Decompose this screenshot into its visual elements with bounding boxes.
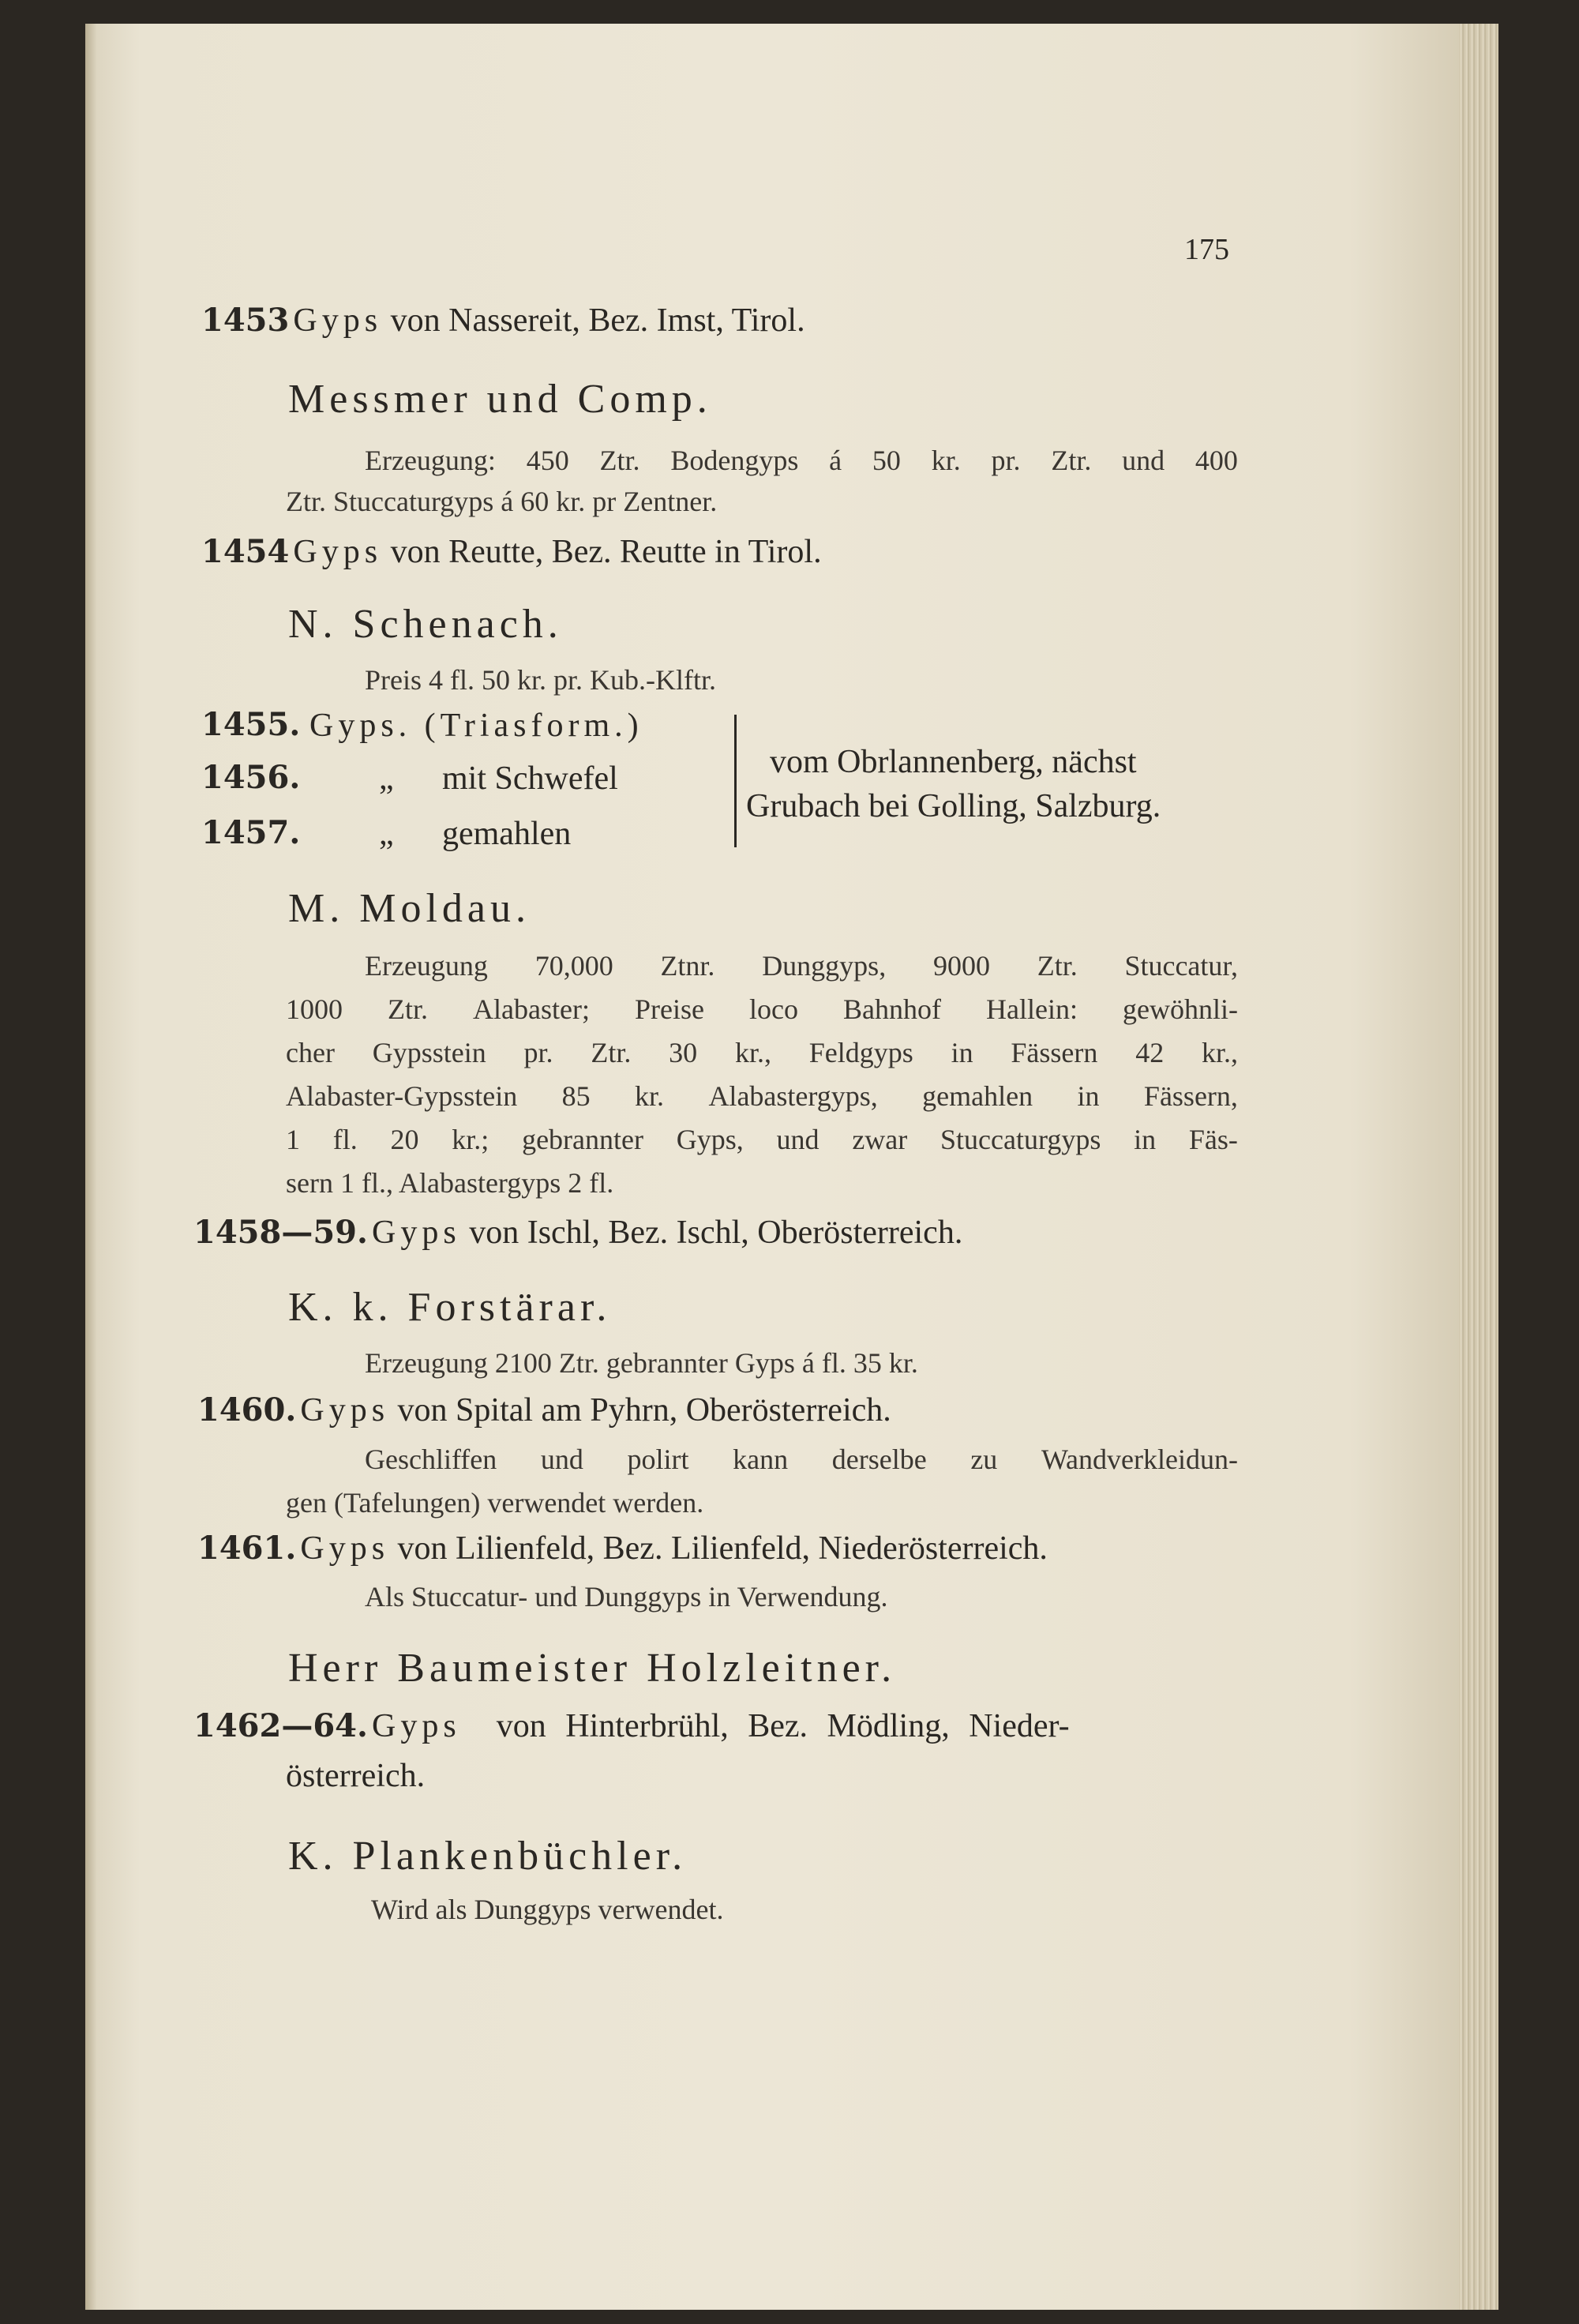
word: kann xyxy=(733,1444,789,1475)
word: 70,000 xyxy=(534,950,613,982)
word: gemahlen xyxy=(922,1080,1033,1112)
entry-1461 xyxy=(197,1532,1048,1565)
firm-note-line: sern 1 fl., Alabastergyps 2 fl. xyxy=(286,1167,614,1199)
word: 30 xyxy=(669,1037,698,1068)
word: 400 xyxy=(1195,445,1238,476)
ditto-mark: „ xyxy=(379,760,394,797)
word: Ztr. xyxy=(599,445,640,476)
entry-variant: mit Schwefel xyxy=(442,760,618,797)
word: pr. xyxy=(523,1037,553,1068)
firm-heading: Messmer und Comp. xyxy=(288,377,712,422)
entry-location: von Spital am Pyhrn, Oberösterreich. xyxy=(389,1392,891,1429)
word: 85 xyxy=(561,1080,591,1112)
word: kr., xyxy=(1201,1037,1238,1068)
word: 9000 xyxy=(932,950,990,982)
word: Geschliffen xyxy=(365,1444,497,1475)
firm-heading: Herr Baumeister Holzleitner. xyxy=(288,1646,897,1691)
word: Dunggyps, xyxy=(762,950,887,982)
word: und xyxy=(540,1444,583,1475)
entry-note-line: Als Stuccatur- und Dunggyps in Verwendung. xyxy=(365,1581,888,1613)
word: derselbe xyxy=(831,1444,927,1475)
word: 42 xyxy=(1135,1037,1165,1068)
word: zu xyxy=(970,1444,998,1475)
entry-location: von Lilienfeld, Bez. Lilienfeld, Niederösterreich. xyxy=(389,1530,1048,1567)
word: Ztr. xyxy=(1037,950,1078,982)
word: 1 xyxy=(286,1124,300,1155)
word: in xyxy=(951,1037,973,1068)
entry-product: Gyps xyxy=(293,302,383,339)
word: Ztr. xyxy=(1051,445,1092,476)
entry-location: von Hinterbrühl, Bez. Mödling, Nieder- xyxy=(496,1708,1070,1744)
page-fold-shadow xyxy=(85,24,96,2310)
firm-note-line xyxy=(365,952,1238,980)
firm-note-line: Ztr. Stuccaturgyps á 60 kr. pr Zentner. xyxy=(286,486,718,517)
word: kr., xyxy=(734,1037,771,1068)
entry-note-line xyxy=(365,1445,1238,1474)
word: Ztnr. xyxy=(660,950,715,982)
word: Alabaster; xyxy=(473,993,590,1025)
entry-number: 1461. xyxy=(197,1530,297,1567)
entry-origin-line: vom Obrlannenberg, nächst xyxy=(770,744,1137,780)
firm-heading: N. Schenach. xyxy=(288,602,563,647)
page-number: 175 xyxy=(1184,233,1229,266)
word: Bodengyps xyxy=(670,445,799,476)
word: kr. xyxy=(635,1080,665,1112)
word: Preise xyxy=(634,993,704,1025)
word: Alabastergyps, xyxy=(708,1080,878,1112)
entry-product: Gyps xyxy=(300,1530,390,1567)
firm-note-line xyxy=(286,1125,1238,1154)
entry-number: 1462—64. xyxy=(193,1707,368,1744)
word: und xyxy=(776,1124,820,1155)
word: fl. xyxy=(332,1124,358,1155)
entry-number: 1456. xyxy=(201,759,301,796)
entry-product: Gyps xyxy=(300,1392,390,1429)
word: gebrannter xyxy=(522,1124,643,1155)
word: Alabaster-Gypsstein xyxy=(286,1080,518,1112)
word: Ztr. xyxy=(591,1037,632,1068)
word: in xyxy=(1134,1124,1157,1155)
word: Ztr. xyxy=(388,993,429,1025)
entry-1458-59 xyxy=(193,1216,962,1249)
entry-1454 xyxy=(201,535,822,569)
firm-note-line xyxy=(365,446,1238,475)
entry-1460 xyxy=(197,1391,891,1429)
firm-note-line xyxy=(286,995,1238,1023)
word: á xyxy=(829,445,842,476)
word: gewöhnli- xyxy=(1122,993,1238,1025)
firm-note-line: Preis 4 fl. 50 kr. pr. Kub.-Klftr. xyxy=(365,664,716,696)
firm-note-line: Wird als Dunggyps verwendet. xyxy=(371,1894,724,1925)
word: Feldgyps xyxy=(808,1037,913,1068)
word: 450 xyxy=(526,445,569,476)
word: in xyxy=(1077,1080,1100,1112)
entry-number: 1455. xyxy=(201,706,301,743)
word: Gypsstein xyxy=(372,1037,486,1068)
entry-location: von Nassereit, Bez. Imst, Tirol. xyxy=(382,302,805,339)
entry-number: 1457. xyxy=(201,814,301,851)
entry-note-line: gen (Tafelungen) verwendet werden. xyxy=(286,1487,704,1519)
entry-number: 1458—59. xyxy=(193,1214,368,1251)
entry-location: von Reutte, Bez. Reutte in Tirol. xyxy=(382,534,822,570)
word: zwar xyxy=(852,1124,908,1155)
group-brace xyxy=(734,715,737,847)
entry-1453 xyxy=(201,304,805,337)
firm-note-line xyxy=(286,1038,1238,1067)
word: Hallein: xyxy=(985,993,1078,1025)
page-stack-edge xyxy=(1459,24,1498,2310)
word: und xyxy=(1122,445,1165,476)
word: Fäs- xyxy=(1188,1124,1238,1155)
word: Erzeugung: xyxy=(365,445,496,476)
entry-number: 1454 xyxy=(201,533,290,570)
word: Stuccaturgyps xyxy=(940,1124,1101,1155)
word: kr.; xyxy=(452,1124,489,1155)
entry-location: von Ischl, Bez. Ischl, Oberösterreich. xyxy=(460,1215,963,1251)
entry-origin-line: Grubach bei Golling, Salzburg. xyxy=(746,788,1161,824)
word: loco xyxy=(748,993,798,1025)
firm-note-line: Erzeugung 2100 Ztr. gebrannter Gyps á fl. 35 kr. xyxy=(365,1347,918,1379)
entry-variant: gemahlen xyxy=(442,816,572,852)
word: Fässern, xyxy=(1143,1080,1238,1112)
word: Stuccatur, xyxy=(1124,950,1238,982)
word: Erzeugung xyxy=(365,950,488,982)
word: Wandverkleidun- xyxy=(1041,1444,1238,1475)
entry-number: 1453 xyxy=(201,302,290,339)
entry-product: Gyps. (Triasform.) xyxy=(309,708,643,744)
word: 1000 xyxy=(286,993,343,1025)
ditto-mark: „ xyxy=(379,816,394,852)
firm-note-line xyxy=(286,1082,1238,1110)
word: pr. xyxy=(991,445,1021,476)
word: cher xyxy=(286,1037,335,1068)
firm-heading: K. Plankenbüchler. xyxy=(288,1834,688,1879)
word: 50 xyxy=(872,445,901,476)
entry-product: Gyps xyxy=(293,534,383,570)
word: polirt xyxy=(627,1444,689,1475)
word: Fässern xyxy=(1011,1037,1098,1068)
word: kr. xyxy=(931,445,961,476)
entry-product: Gyps xyxy=(372,1215,461,1251)
firm-heading: K. k. Forstärar. xyxy=(288,1285,612,1330)
word: 20 xyxy=(390,1124,419,1155)
firm-heading: M. Moldau. xyxy=(288,886,531,931)
entry-product: Gyps xyxy=(372,1708,461,1744)
entry-number: 1460. xyxy=(197,1391,297,1429)
word: Gyps, xyxy=(676,1124,744,1155)
entry-1462-64 xyxy=(193,1707,1070,1744)
entry-location-continued: österreich. xyxy=(286,1758,426,1794)
word: Bahnhof xyxy=(842,993,941,1025)
